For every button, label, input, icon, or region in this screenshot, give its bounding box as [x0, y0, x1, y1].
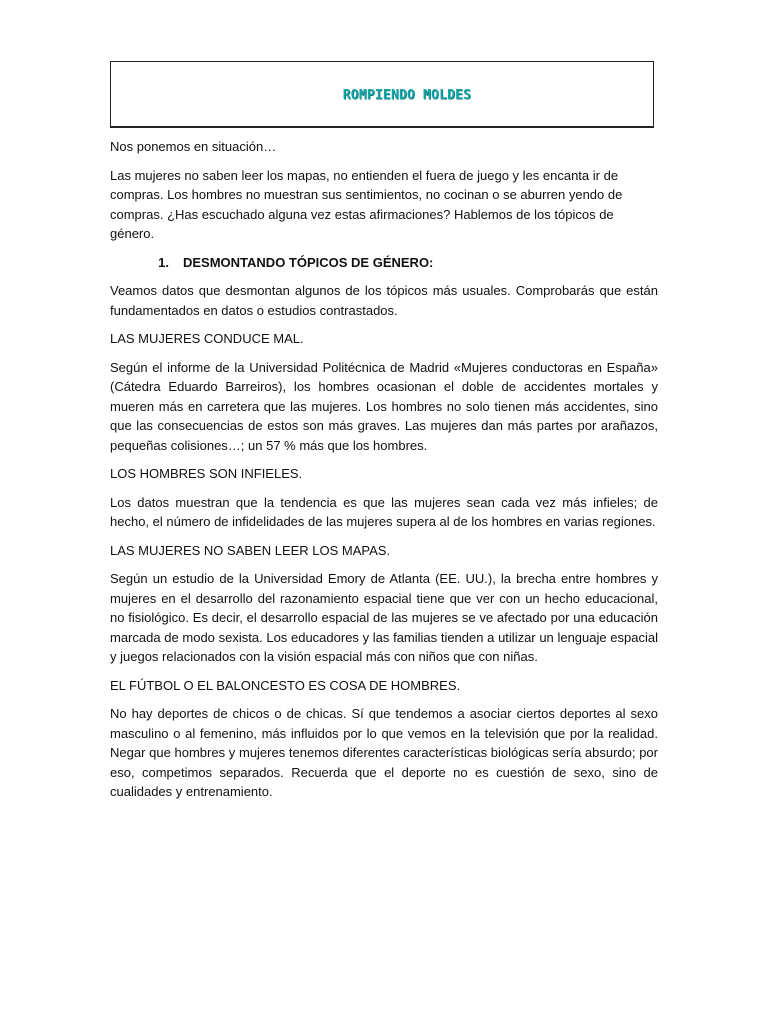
myth-text-driving: Según el informe de la Universidad Politécnica de Madrid «Mujeres conductoras en España» (Cátedra Eduardo Barreiros), los hombres ocasionan el doble de accidentes mortales y mueren más en carretera que las mujeres. Los hombres no solo tienen más accidentes, sino que las consecuencias de estos son más graves. Las mujeres dan más partes por arañazos, pequeñas colisiones…; un 57 % más que los hombres.: [110, 359, 658, 453]
section-number: 1.: [158, 254, 169, 270]
myth-text-infidelity: Los datos muestran que la tendencia es que las mujeres sean cada vez más infieles; de hecho, el número de infidelidades de las mujeres supera al de los hombres en varias regiones.: [110, 494, 658, 529]
document-body: [110, 137, 658, 811]
section-heading: [110, 253, 658, 273]
document-title: ROMPIENDO MOLDES: [342, 88, 472, 103]
myth-title-maps: LAS MUJERES NO SABEN LEER LOS MAPAS.: [110, 542, 391, 558]
myth-title-infidelity: LOS HOMBRES SON INFIELES.: [110, 466, 303, 481]
intro-paragraph: Nos ponemos en situación…: [110, 139, 277, 154]
myth-title-driving: LAS MUJERES CONDUCE MAL.: [110, 331, 304, 346]
myth-title-sports: EL FÚTBOL O EL BALONCESTO ES COSA DE HOMBRES.: [110, 677, 461, 693]
opening-paragraph: Las mujeres no saben leer los mapas, no entienden el fuera de juego y les encanta ir de compras. Los hombres no muestran sus sentimientos, no cocinan o se aburren yendo de compras. ¿Has escuchado alguna vez estas afirmaciones? Hablemos de los tópicos de género.: [110, 167, 623, 241]
intro-data-paragraph: Veamos datos que desmontan algunos de los tópicos más usuales. Comprobarás que están fundamentados en datos o estudios contrastados.: [110, 283, 658, 318]
myth-text-sports: No hay deportes de chicos o de chicas. Sí que tendemos a asociar ciertos deportes al sexo masculino o al femenino, más influidos por lo que vemos en la televisión que por la realidad. Negar que hombres y mujeres tenemos diferentes características biológicas sería absurdo; por eso, competimos separados. Recuerda que el deporte no es cuestión de sexo, sino de cualidades y entrenamiento.: [110, 706, 658, 799]
title-box: [110, 61, 654, 128]
myth-text-maps: Según un estudio de la Universidad Emory de Atlanta (EE. UU.), la brecha entre hombres y mujeres en el desarrollo del razonamiento espacial tiene que ver con un hecho educacional, no fisiológico. Es decir, el desarrollo espacial de las mujeres se ve afectado por una educación marcada de modo sexista. Los educadores y las familias tienden a utilizar un lenguaje espacial y juegos relacionados con la visión espacial más con niños que con niñas.: [110, 571, 658, 664]
section-heading-text: DESMONTANDO TÓPICOS DE GÉNERO:: [183, 254, 434, 270]
